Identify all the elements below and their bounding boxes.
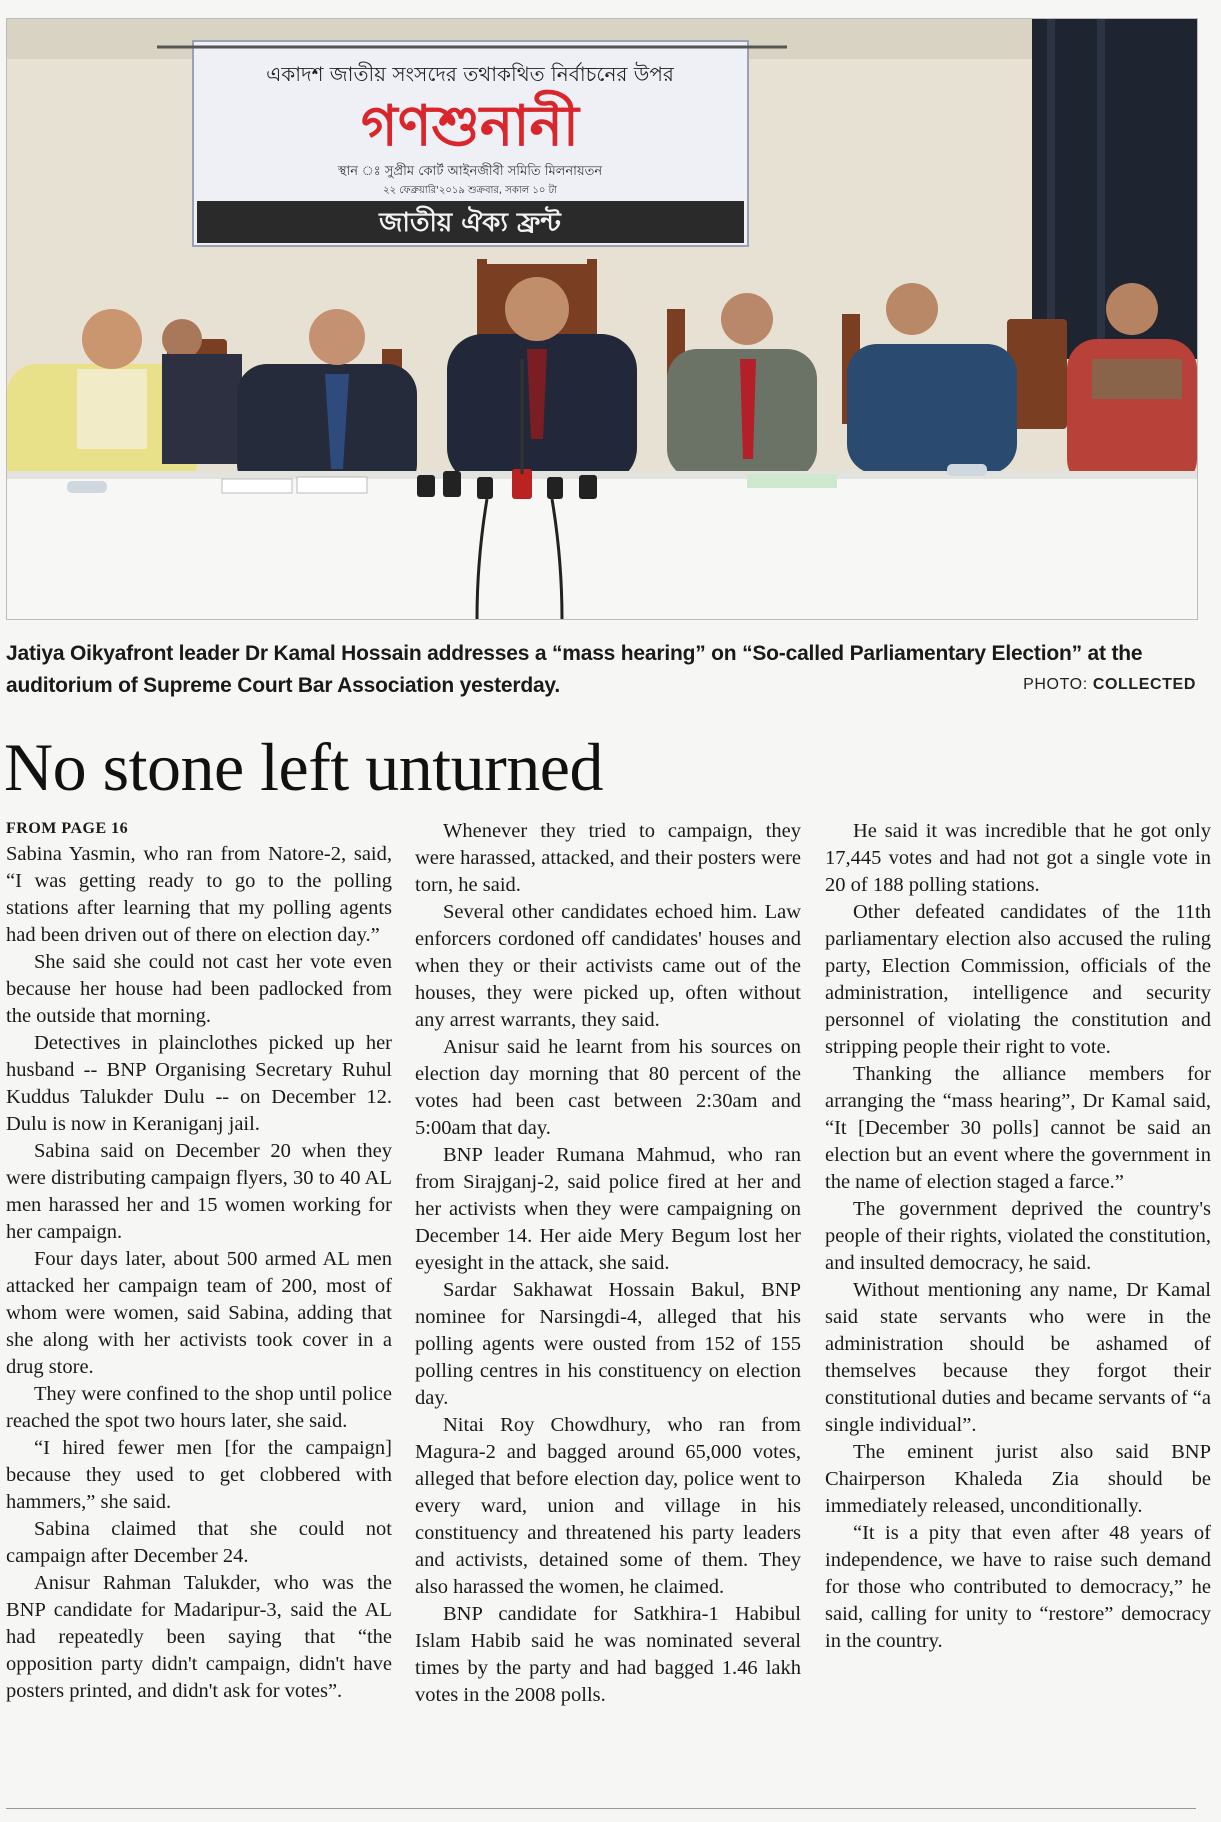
paragraph: Other defeated candidates of the 11th parliamentary election also accused the ruling party, Election Commission, officials of the administration, intelligence and security personnel of violating the constitution and stripping people their right to vote. bbox=[825, 901, 1211, 1058]
article-column-3 bbox=[825, 818, 1211, 1655]
paragraph: The government deprived the country's people of their rights, violated the constitution, and insulted democracy, he said. bbox=[825, 1198, 1211, 1274]
paragraph: Sabina said on December 20 when they were distributing campaign flyers, 30 to 40 AL men harassed her and 15 women working for her campaign. bbox=[6, 1140, 392, 1243]
paragraph: Nitai Roy Chowdhury, who ran from Magura-2 and bagged around 65,000 votes, alleged that before election day, police went to every ward, union and village in his constituency and threatened his party leaders and activists, detained some of them. They also harassed the women, he claimed. bbox=[415, 1414, 801, 1598]
paragraph: Sardar Sakhawat Hossain Bakul, BNP nominee for Narsingdi-4, alleged that his polling agents were ousted from 152 of 155 polling centres in his constituency on election day. bbox=[415, 1279, 801, 1409]
paragraph: Whenever they tried to campaign, they were harassed, attacked, and their posters were torn, he said. bbox=[415, 820, 801, 896]
press-conference-illustration bbox=[7, 19, 1197, 619]
banner-date: ২২ ফেব্রুয়ারি'২০১৯ শুক্রবার, সকাল ১০ টা bbox=[383, 185, 557, 196]
headline: No stone left unturned bbox=[4, 729, 603, 805]
paragraph: Detectives in plainclothes picked up her husband -- BNP Organising Secretary Ruhul Kuddus Talukder Dulu -- on December 12. Dulu is now in Keraniganj jail. bbox=[6, 1032, 392, 1135]
paragraph: Anisur said he learnt from his sources on election day morning that 80 percent of the votes had been cast between 2:30am and 5:00am that day. bbox=[415, 1036, 801, 1139]
paragraph: The eminent jurist also said BNP Chairperson Khaleda Zia should be immediately released, unconditionally. bbox=[825, 1441, 1211, 1517]
paragraph: Four days later, about 500 armed AL men attacked her campaign team of 200, most of whom were women, said Sabina, adding that she along with her activists took cover in a drug store. bbox=[6, 1248, 392, 1378]
banner-venue: স্থান ঃ সুপ্রীম কোর্ট আইনজীবী সমিতি মিলনায়তন bbox=[337, 164, 603, 179]
credit-label: PHOTO: bbox=[1023, 676, 1088, 693]
news-photo bbox=[6, 18, 1198, 620]
paragraph: She said she could not cast her vote even because her house had been padlocked from the outside that morning. bbox=[6, 951, 392, 1027]
article-column-2 bbox=[415, 818, 801, 1709]
article-column-1 bbox=[6, 818, 392, 1705]
from-page-label: FROM PAGE 16 bbox=[6, 820, 129, 837]
photo-caption: Jatiya Oikyafront leader Dr Kamal Hossain addresses a “mass hearing” on “So-called Parliamentary Election” at the auditorium of Supreme Court Bar Association yesterday. bbox=[6, 642, 1143, 697]
banner-line1: একাদশ জাতীয় সংসদের তথাকথিত নির্বাচনের উপর bbox=[266, 62, 674, 86]
paragraph: Thanking the alliance members for arranging the “mass hearing”, Dr Kamal said, “It [December 30 polls] cannot be said an election but an event where the government in the name of election staged a farce.” bbox=[825, 1063, 1211, 1193]
paragraph: Without mentioning any name, Dr Kamal said state servants who were in the administration should be ashamed of themselves because they forgot their constitutional duties and became servants of “a single individual”. bbox=[825, 1279, 1211, 1436]
paragraph: They were confined to the shop until police reached the spot two hours later, she said. bbox=[6, 1383, 392, 1432]
paragraph: Sabina Yasmin, who ran from Natore-2, said, “I was getting ready to go to the polling stations after learning that my polling agents had been driven out of there on election day.” bbox=[6, 843, 392, 946]
photo-credit bbox=[1023, 676, 1196, 694]
banner-footer: জাতীয় ঐক্য ফ্রন্ট bbox=[379, 208, 561, 238]
credit-source: COLLECTED bbox=[1092, 676, 1196, 693]
paragraph: “It is a pity that even after 48 years of independence, we have to raise such demand for those who contributed to democracy,” he said, calling for unity to “restore” democracy in the country. bbox=[825, 1522, 1211, 1652]
banner bbox=[157, 41, 787, 246]
table bbox=[7, 474, 1197, 619]
paragraph: “I hired fewer men [for the campaign] because they used to get clobbered with hammers,” she said. bbox=[6, 1437, 392, 1513]
bottom-rule bbox=[6, 1808, 1196, 1809]
paragraph: He said it was incredible that he got only 17,445 votes and had not got a single vote in 20 of 188 polling stations. bbox=[825, 820, 1211, 896]
paragraph: BNP candidate for Satkhira-1 Habibul Islam Habib said he was nominated several times by the party and had bagged 1.46 lakh votes in the 2008 polls. bbox=[415, 1603, 801, 1706]
paragraph: BNP leader Rumana Mahmud, who ran from Sirajganj-2, said police fired at her and her activists when they were campaigning on December 14. Her aide Mery Begum lost her eyesight in the attack, she said. bbox=[415, 1144, 801, 1274]
paragraph: Anisur Rahman Talukder, who was the BNP candidate for Madaripur-3, said the AL had repeatedly been saying that “the opposition party didn't campaign, didn't have posters printed, and didn't ask for votes”. bbox=[6, 1572, 392, 1702]
banner-title: গণশুনানী bbox=[361, 94, 579, 159]
paragraph: Sabina claimed that she could not campaign after December 24. bbox=[6, 1518, 392, 1567]
paragraph: Several other candidates echoed him. Law enforcers cordoned off candidates' houses and when they or their activists came out of the houses, they were picked up, often without any arrest warrants, they said. bbox=[415, 901, 801, 1031]
